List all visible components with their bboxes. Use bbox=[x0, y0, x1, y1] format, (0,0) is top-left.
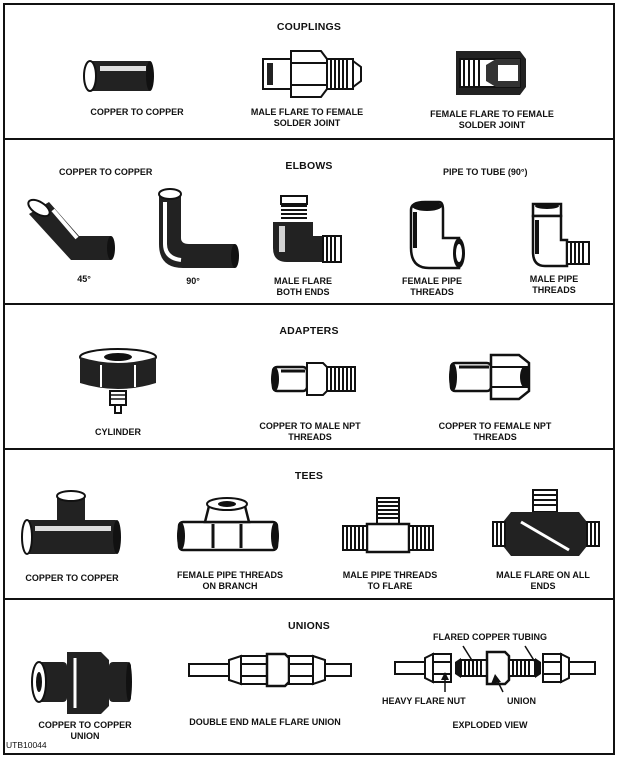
tees-title: TEES bbox=[294, 470, 324, 482]
elbow-90-figure bbox=[153, 184, 243, 270]
elbows-group-pipe-to-tube: PIPE TO TUBE (90°) bbox=[443, 167, 528, 177]
coupling-male-flare-figure bbox=[255, 43, 365, 101]
elbow-45-figure bbox=[19, 196, 119, 266]
union-caption-copper: COPPER TO COPPER UNION bbox=[38, 720, 132, 741]
couplings-title: COUPLINGS bbox=[276, 21, 342, 33]
adapters-section bbox=[5, 305, 613, 450]
union-caption-double-male-flare: DOUBLE END MALE FLARE UNION bbox=[189, 717, 341, 727]
tee-male-pipe-flare-figure bbox=[337, 492, 441, 558]
coupling-female-flare-figure bbox=[450, 45, 530, 101]
unions-callout-leaders bbox=[385, 640, 615, 700]
tee-caption-copper: COPPER TO COPPER bbox=[25, 573, 119, 583]
coupling-caption-1: COPPER TO COPPER bbox=[90, 107, 184, 117]
adapter-male-npt-figure bbox=[267, 357, 363, 401]
elbows-title: ELBOWS bbox=[285, 160, 333, 172]
tee-caption-female-branch: FEMALE PIPE THREADS ON BRANCH bbox=[176, 570, 284, 591]
tees-section bbox=[5, 450, 613, 600]
tee-male-flare-all-figure bbox=[491, 486, 601, 560]
tee-caption-male-pipe-flare: MALE PIPE THREADS TO FLARE bbox=[342, 570, 438, 591]
adapter-caption-male-npt: COPPER TO MALE NPT THREADS bbox=[259, 421, 361, 442]
union-double-male-flare-figure bbox=[185, 650, 355, 690]
coupling-caption-2: MALE FLARE TO FEMALE SOLDER JOINT bbox=[250, 107, 364, 128]
tee-caption-male-flare-all: MALE FLARE ON ALL ENDS bbox=[496, 570, 590, 591]
unions-title: UNIONS bbox=[287, 620, 331, 632]
elbow-male-flare-figure bbox=[267, 192, 347, 274]
unions-callout-flared-tubing: FLARED COPPER TUBING bbox=[433, 632, 548, 642]
unions-callout-heavy-flare-nut: HEAVY FLARE NUT bbox=[382, 696, 466, 706]
elbow-caption-90: 90° bbox=[186, 276, 200, 286]
adapter-cylinder-figure bbox=[73, 347, 163, 419]
union-copper-figure bbox=[29, 644, 135, 716]
elbow-male-pipe-figure bbox=[525, 200, 597, 272]
coupling-copper-to-copper-figure bbox=[80, 53, 160, 101]
unions-section bbox=[5, 600, 613, 752]
figure-id: UTB10044 bbox=[6, 740, 47, 750]
elbow-caption-female-pipe: FEMALE PIPE THREADS bbox=[401, 276, 463, 297]
elbows-section bbox=[5, 140, 613, 305]
elbows-group-copper: COPPER TO COPPER bbox=[59, 167, 153, 177]
couplings-section bbox=[5, 5, 613, 140]
elbow-caption-male-flare: MALE FLARE BOTH ENDS bbox=[274, 276, 332, 297]
adapter-caption-cylinder: CYLINDER bbox=[94, 427, 142, 437]
unions-callout-union: UNION bbox=[507, 696, 536, 706]
elbow-female-pipe-figure bbox=[403, 198, 475, 274]
tee-copper-figure bbox=[19, 490, 125, 562]
adapters-title: ADAPTERS bbox=[279, 325, 339, 337]
elbow-caption-45: 45° bbox=[77, 274, 91, 284]
elbow-caption-male-pipe: MALE PIPE THREADS bbox=[529, 274, 579, 295]
coupling-caption-3: FEMALE FLARE TO FEMALE SOLDER JOINT bbox=[430, 109, 554, 130]
union-caption-exploded: EXPLODED VIEW bbox=[452, 720, 528, 730]
adapter-female-npt-figure bbox=[445, 349, 535, 405]
tee-female-branch-figure bbox=[173, 492, 283, 558]
adapter-caption-female-npt: COPPER TO FEMALE NPT THREADS bbox=[438, 421, 552, 442]
